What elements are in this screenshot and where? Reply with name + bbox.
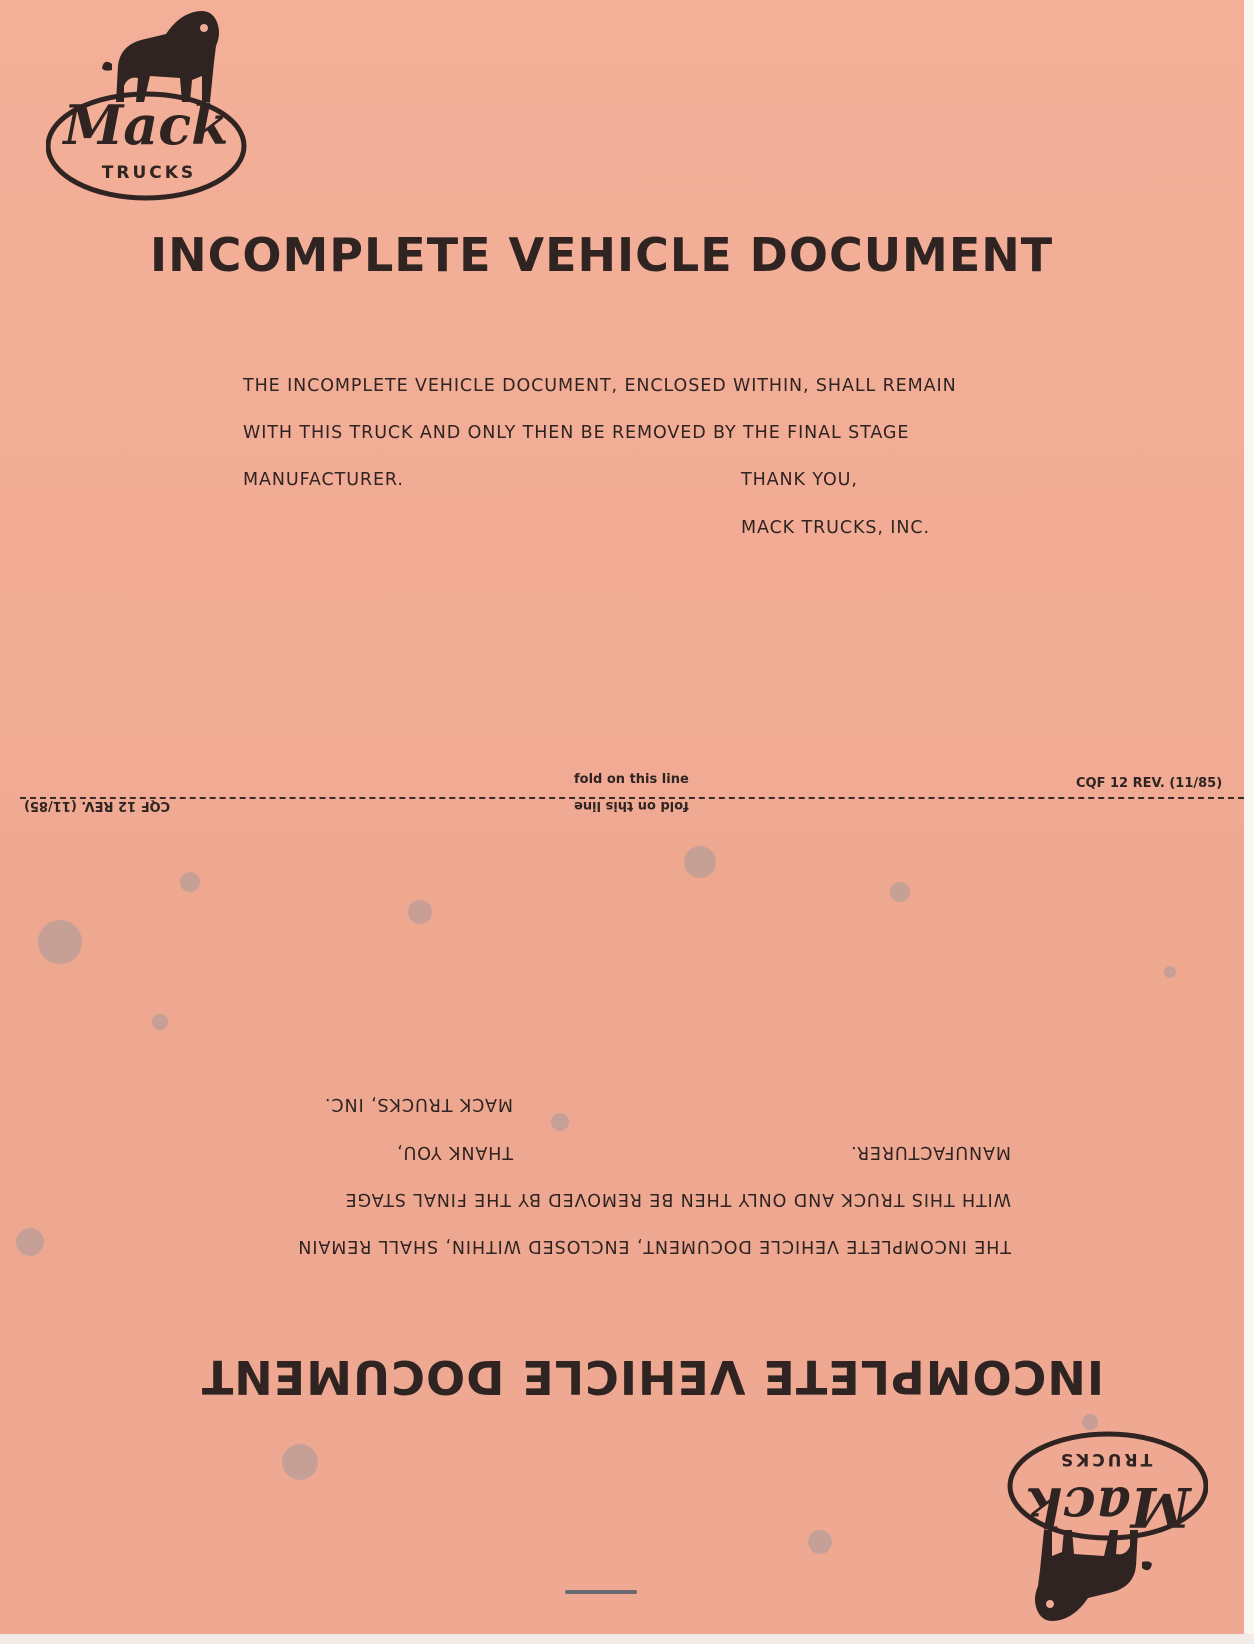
document-title: INCOMPLETE VEHICLE DOCUMENT: [150, 228, 1054, 282]
staple: [565, 1590, 637, 1594]
form-code-bottom: CQF 12 REV. (11/85): [24, 798, 171, 813]
logo-brand: Mack: [1025, 1475, 1191, 1539]
mack-logo-inverted: [998, 1426, 1208, 1626]
bulldog-icon: [1035, 1530, 1152, 1621]
page-edge-bottom: [0, 1634, 1254, 1644]
body-line-3: MANUFACTURER.: [243, 470, 404, 490]
logo-sub: TRUCKS: [1057, 1449, 1153, 1469]
body-line-1-inverted: THE INCOMPLETE VEHICLE DOCUMENT, ENCLOSED WITHIN, SHALL REMAIN: [297, 1236, 1011, 1256]
bottom-panel-inverted: [0, 822, 1254, 1632]
fold-label-top: fold on this line: [574, 772, 689, 787]
mack-logo: [46, 6, 256, 206]
closing-text: THANK YOU,: [741, 470, 858, 490]
page-edge-right: [1244, 0, 1254, 1644]
form-code-top: CQF 12 REV. (11/85): [1076, 776, 1223, 791]
body-line-1: THE INCOMPLETE VEHICLE DOCUMENT, ENCLOSED WITHIN, SHALL REMAIN: [243, 376, 957, 396]
logo-brand: Mack: [63, 93, 229, 157]
signature-text: MACK TRUCKS, INC.: [741, 518, 930, 538]
body-line-3-inverted: MANUFACTURER.: [850, 1142, 1011, 1162]
body-line-2: WITH THIS TRUCK AND ONLY THEN BE REMOVED BY THE FINAL STAGE: [243, 423, 910, 443]
fold-label-bottom: fold on this line: [574, 798, 689, 813]
top-panel: [0, 0, 1254, 810]
bulldog-icon: [102, 11, 219, 102]
logo-sub: TRUCKS: [101, 163, 197, 183]
document-title-inverted: INCOMPLETE VEHICLE DOCUMENT: [200, 1350, 1104, 1404]
signature-text-inverted: MACK TRUCKS, INC.: [324, 1094, 513, 1114]
closing-text-inverted: THANK YOU,: [396, 1142, 513, 1162]
body-line-2-inverted: WITH THIS TRUCK AND ONLY THEN BE REMOVED BY THE FINAL STAGE: [344, 1189, 1011, 1209]
